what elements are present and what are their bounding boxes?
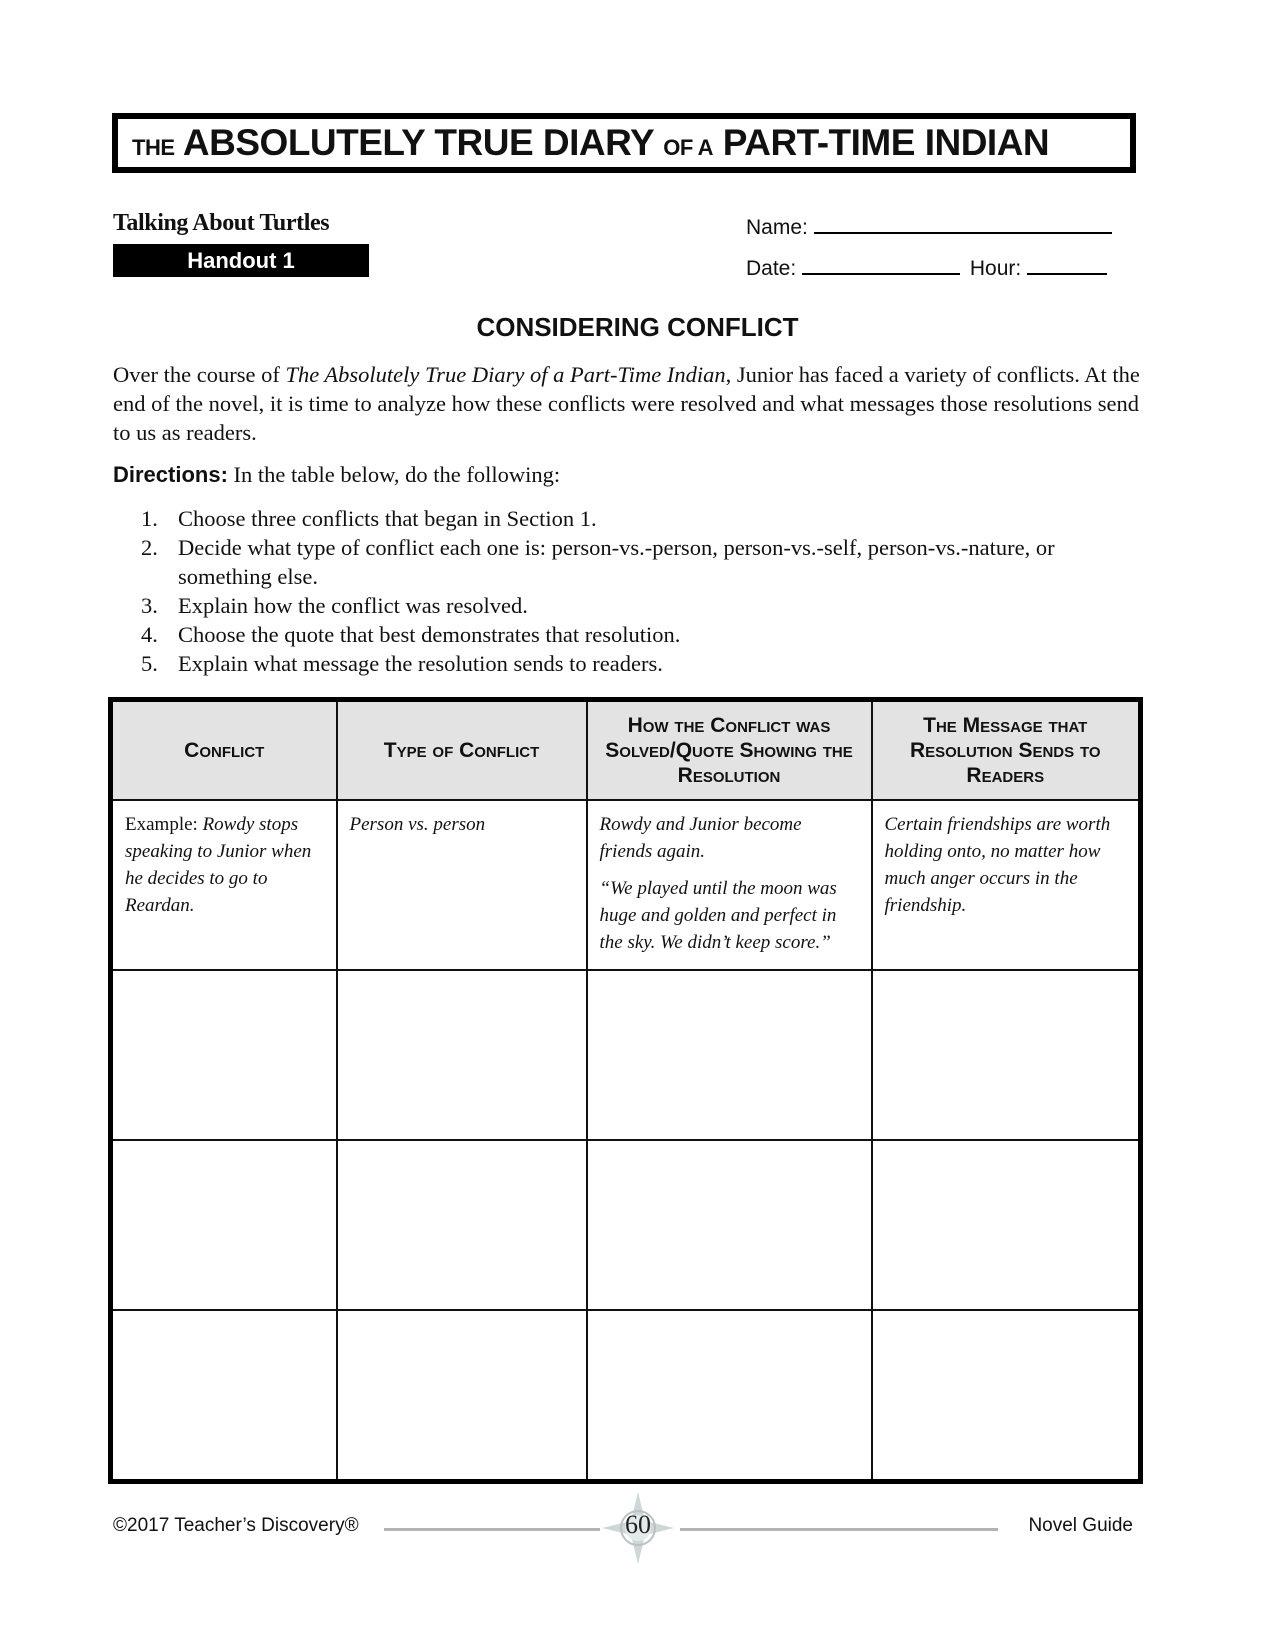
title-the: THE bbox=[132, 135, 175, 160]
name-field[interactable] bbox=[746, 212, 1112, 240]
step-text: Explain what message the resolution sends to readers. bbox=[178, 651, 663, 676]
title-main-1: ABSOLUTELY TRUE DIARY bbox=[182, 122, 654, 163]
book-title-banner bbox=[112, 113, 1136, 173]
example-message: Certain friendships are worth holding onto, no matter how much anger occurs in the friendship. bbox=[884, 814, 1111, 916]
conflict-table bbox=[108, 697, 1143, 1484]
directions-steps bbox=[113, 504, 1143, 678]
example-type: Person vs. person bbox=[349, 814, 486, 835]
step-item bbox=[113, 620, 1143, 649]
page-number: 60 bbox=[625, 1510, 651, 1539]
footer-guide-label: Novel Guide bbox=[1028, 1515, 1133, 1536]
table-row bbox=[111, 970, 1141, 1140]
lesson-subtitle: Talking About Turtles bbox=[113, 210, 330, 236]
resolution-input-cell[interactable] bbox=[587, 970, 872, 1140]
step-text: Choose the quote that best demonstrates that resolution. bbox=[178, 622, 681, 647]
step-number: 1. bbox=[141, 506, 158, 531]
step-number: 5. bbox=[141, 651, 158, 676]
directions-label: Directions: bbox=[113, 462, 228, 487]
step-item bbox=[113, 504, 1143, 533]
date-label: Date: bbox=[746, 257, 797, 280]
step-text: Decide what type of conflict each one is: person-vs.-person, person-vs.-self, person-vs.-nature, or something else. bbox=[178, 535, 1055, 589]
footer-copyright: ©2017 Teacher’s Discovery® bbox=[113, 1515, 359, 1536]
resolution-input-cell[interactable] bbox=[587, 1310, 872, 1482]
table-header-row bbox=[111, 700, 1141, 801]
example-quote: “We played until the moon was huge and golden and perfect in the sky. We didn’t keep score.” bbox=[599, 878, 837, 953]
handout-label: Handout 1 bbox=[113, 244, 369, 277]
footer-rule-right bbox=[680, 1528, 998, 1531]
section-heading: CONSIDERING CONFLICT bbox=[476, 312, 799, 342]
example-resolution: Rowdy and Junior become friends again. bbox=[599, 814, 802, 862]
type-input-cell[interactable] bbox=[337, 1310, 587, 1482]
column-header-type: Type of Conflict bbox=[337, 700, 587, 801]
step-number: 4. bbox=[141, 622, 158, 647]
table-row bbox=[111, 1310, 1141, 1482]
step-item bbox=[113, 533, 1143, 591]
step-text: Choose three conflicts that began in Section 1. bbox=[178, 506, 597, 531]
column-header-conflict: Conflict bbox=[111, 700, 337, 801]
example-message-cell bbox=[872, 800, 1141, 970]
title-main-2: PART-TIME INDIAN bbox=[722, 122, 1050, 163]
hour-label: Hour: bbox=[969, 257, 1022, 280]
intro-book-title: The Absolutely True Diary of a Part-Time Indian bbox=[285, 362, 726, 387]
conflict-input-cell[interactable] bbox=[111, 970, 337, 1140]
footer-rule-left bbox=[384, 1528, 600, 1531]
intro-before: Over the course of bbox=[113, 362, 286, 387]
step-item bbox=[113, 591, 1143, 620]
step-item bbox=[113, 649, 1143, 678]
message-input-cell[interactable] bbox=[872, 970, 1141, 1140]
directions-text: In the table below, do the following: bbox=[227, 462, 561, 487]
column-header-message: The Message that Resolution Sends to Readers bbox=[872, 700, 1141, 801]
conflict-input-cell[interactable] bbox=[111, 1310, 337, 1482]
message-input-cell[interactable] bbox=[872, 1310, 1141, 1482]
directions bbox=[113, 462, 560, 488]
conflict-input-cell[interactable] bbox=[111, 1140, 337, 1310]
example-resolution-cell bbox=[587, 800, 872, 970]
date-line[interactable] bbox=[802, 253, 960, 275]
column-header-resolution: How the Conflict was Solved/Quote Showing the Resolution bbox=[587, 700, 872, 801]
title-of-a: OF A bbox=[663, 135, 714, 160]
example-conflict-cell bbox=[111, 800, 337, 970]
example-type-cell bbox=[337, 800, 587, 970]
intro-after: , Junior has faced a variety of conflicts. At the end of the novel, it is time to analyze how these conflicts were resolved and what messages those resolutions send to us as readers. bbox=[113, 362, 1140, 445]
step-number: 3. bbox=[141, 593, 158, 618]
intro-paragraph bbox=[113, 360, 1143, 447]
resolution-input-cell[interactable] bbox=[587, 1140, 872, 1310]
message-input-cell[interactable] bbox=[872, 1140, 1141, 1310]
type-input-cell[interactable] bbox=[337, 970, 587, 1140]
example-row bbox=[111, 800, 1141, 970]
date-hour-fields bbox=[746, 253, 1107, 281]
step-number: 2. bbox=[141, 535, 158, 560]
book-title bbox=[132, 121, 1049, 170]
example-conflict: Rowdy stops speaking to Junior when he decides to go to Reardan. bbox=[125, 814, 312, 916]
name-line[interactable] bbox=[814, 212, 1112, 234]
step-text: Explain how the conflict was resolved. bbox=[178, 593, 528, 618]
type-input-cell[interactable] bbox=[337, 1140, 587, 1310]
table-row bbox=[111, 1140, 1141, 1310]
example-prefix: Example: bbox=[125, 814, 203, 835]
page-number-ornament bbox=[600, 1490, 676, 1566]
hour-line[interactable] bbox=[1027, 253, 1107, 275]
name-label: Name: bbox=[746, 216, 808, 239]
